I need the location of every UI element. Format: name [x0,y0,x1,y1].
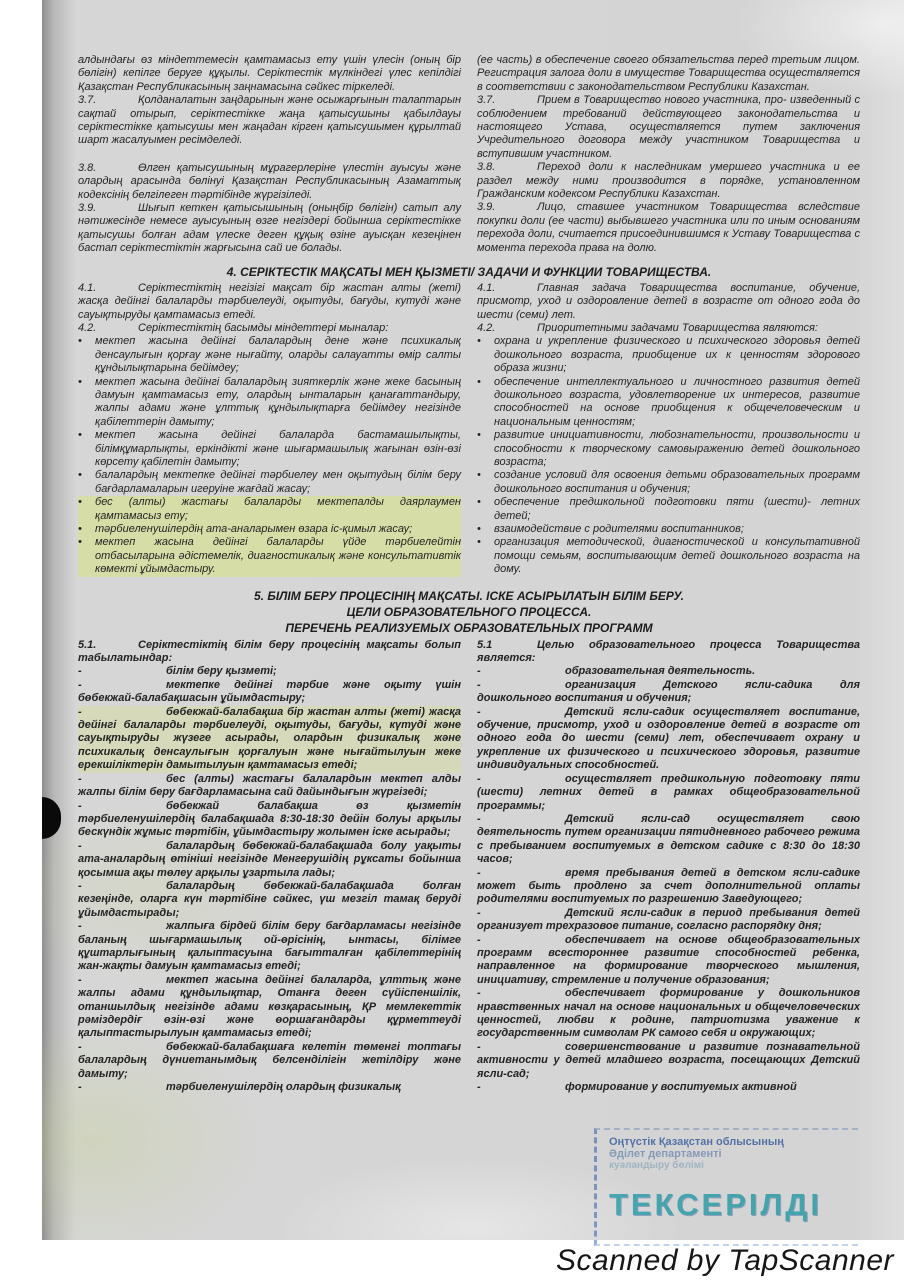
section-3 [78,54,860,256]
dash-item: - бес (алты) жастағы балалардын мектеп алды жалпы білім беру бағдарламасына сай дайындығын жүргізеді; [78,773,461,800]
stamp-line: Оңтүстік Қазақстан облысының [609,1136,784,1148]
para-3-7-ru [477,94,860,161]
dash-item: - мектепке дейінгі тәрбие және оқыту үшін бөбекжай-балабақшасын ұйымдастыру; [78,679,461,706]
para-text: Қолданалатын заңдарынын және осыжарғынын талаптарын сақтай отырып, серіктестікке жаңа қатысушыны қабылдауы серіктестікке қатысушы мен жаңадан кірген қатысушымен құрылтай шарт жасалуымен ресімделеді. [78,94,461,147]
stamp-checked-word: ТЕКСЕРІЛДІ [609,1187,822,1222]
para-5-1-ru [477,639,860,666]
para-4-1-kk [78,282,461,322]
para-3-8-ru [477,161,860,201]
para-text: Прием в Товарищество нового участника, про- изведенный с соблюдением требований действующего законодательства и настоящего Устава, осуществляется путем заключения Учредительного договора между участником Товарищества и вступившим участником. [477,94,860,160]
para-text: Переход доли к наследникам умершего участника и ее раздел между ними производится в порядке, установленном Гражданским кодексом Республики Казахстан. [477,161,860,201]
dash-item: - формирование у воспитуемых активной [477,1081,860,1094]
dash-item: - білім беру қызметі; [78,665,461,678]
bullet-item: • обеспечение интеллектуального и личностного развития детей дошкольного возраста, удовлетворение их интересов, развитие способностей на основе приобщения к общечеловеческим и национальным ценностям; [477,376,860,430]
para-3-7-kk [78,94,461,148]
dash-item: - бөбекжай-балабақшаға келетін төменгі топтағы балалардың дүниетанымдық белсенділігін жетілдіру және дамыту; [78,1041,461,1081]
dash-item-highlighted: - бөбекжай-балабақша бір жастан алты (жеті) жасқа дейінгі балаларды тәрбиелеуді, оқытуды, бағуды, күтуді және сауықтыруды жүзеге асырады, олардын физикалық және психикалық денсаулығын қорғалуын және нығайтылуын жеке ерекшіліктерін дамытылуын қамтамасыз етеді; [78,706,461,773]
section-4-title: 4. СЕРІКТЕСТІК МАҚСАТЫ МЕН ҚЫЗМЕТІ/ ЗАДАЧИ И ФУНКЦИИ ТОВАРИЩЕСТВА. [226,264,712,279]
section-5-title-line3: ПЕРЕЧЕНЬ РЕАЛИЗУЕМЫХ ОБРАЗОВАТЕЛЬНЫХ ПРОГРАММ [285,620,653,635]
para-5-1-kk [78,639,461,666]
dash-item: - балалардың бөбекжай-балабақшада болу уақыты ата-аналардың өтініші негізінде Менгерушідің рұксаты бойынша қосымша ақы төлеу арқылы ұзартыла лады; [78,840,461,880]
bullet-item-highlighted: • тәрбиеленушілердің ата-аналарымен өзара іс-қимыл жасау; [78,523,461,536]
para-text: Главная задача Товарищества воспитание, обучение, присмотр, уход и оздоровление детей в возрасте от одного года до шести (семи) лет. [477,281,860,321]
document-content [78,54,860,1094]
para-text: Лицо, ставшее участником Товарищества вследствие покупки доли (ее части) выбывшего участника или по иным основаниям перехода доли, считается присоединившимся к Уставу Товарищества с момента перехода права на долю. [477,201,860,254]
para-3-6-tail-ru: (ее часть) в обеспечение своего обязательства перед третьим лицом. Регистрация залога доли в имуществе Товарищества осуществляется в соответствии с законодательством Республики Казахстан. [477,54,860,93]
dash-item: - мектеп жасына дейінгі балаларда, ұлттық және жалпы адами құндылықтар, Отанға деген сүйіспеншілік, отаншылдық негізінде адами көзқарасының, ҚР мемлекеттік рәміздердіғ өзін-өзі және өоршағандарды құрметтеуді қалыптастырылуын қамтамасыз етеді; [78,974,461,1041]
section-5-title [78,588,860,636]
section-3-kazakh-column [78,54,461,256]
para-number: 5.1. [78,638,97,651]
para-3-9-kk [78,202,461,256]
section-5-title-line2: ЦЕЛИ ОБРАЗОВАТЕЛЬНОГО ПРОЦЕССА. [346,604,592,619]
stamp-line: Әділет департаменті [609,1148,722,1160]
para-text: Шығып кеткен қатысышының (оныңбір бөлігін) сатып алу нәтижесінде немесе ауысуының өзге негіздері бойынша серіктестікке қатысушы болған адам үлеске деген құқық өзіне ауысқан кезеңінен бастап серіктестіктін жарғысына сай ие болады. [78,202,461,255]
dash-item: - балалардың бөбекжай-балабақшада болған кезеңінде, оларға күн тәртібіне сәйкес, үш мезгіл тамақ беруді ұйымдастырады; [78,880,461,920]
dash-item: - Детский ясли-садик в период пребывания детей организует трехразовое питание, согласно распорядку дня; [477,907,860,934]
section-5-kazakh-column [78,639,461,1095]
para-3-8-kk [78,162,461,202]
bullet-item-highlighted: • мектеп жасына дейінгі балаларды үйде тәрбиелейтін отбасыларына әдістемелік, диагностикалық және консультативтік көмекті ұйымдастыру. [78,536,461,576]
dash-item: - обеспечивает на основе общеобразовательных программ всестороннее развитие способностей ребенка, направленное на формирование творческого мышления, инициативу, стремление и получение образования; [477,934,860,988]
section-3-russian-column [477,54,860,256]
para-3-9-ru [477,201,860,255]
bullet-item: • обеспечение предшкольной подготовки пяти (шести)- летних детей; [477,496,860,523]
para-number: 4.1. [78,281,97,294]
para-text: Целью образовательного процесса Товарищества является: [477,638,860,665]
para-number: 4.2. [477,321,496,334]
section-4 [78,282,860,577]
bullet-item: • балалардың мектепке дейінгі тәрбиелеу мен оқытудың білім беру бағдарламаларын игеруіне жағдай жасау; [78,469,461,496]
para-text: Серіктестіктің білім беру процесінің мақсаты болып табылатындар: [78,638,461,665]
section-4-kazakh-column [78,282,461,577]
section-5-title-line1: 5. БІЛІМ БЕРУ ПРОЦЕСІНІҢ МАҚСАТЫ. ІСКЕ АСЫРЫЛАТЫН БІЛІМ БЕРУ. [254,588,684,603]
bullet-item: • мектеп жасына дейінгі балаларда бастамашылықты, білімқұмарлықты, еркіндікті және шығармашылық жағынан өзін-өзі көрсету қабілетін дамыту; [78,429,461,469]
para-number: 4.1. [477,281,496,294]
para-3-6-tail-kk: алдындағы өз міндеттемесін қамтамасыз ету үшін үлесін (оның бір бөлігін) кепілге беруге құқылы. Серіктестік мүлкіндегі үлес кепілдігі Қазақстан Республикасының заңнамасына сәйкес тіркеледі. [78,54,461,93]
bullet-item: • взаимодействие с родителями воспитанников; [477,523,860,536]
para-4-2-kk [78,322,461,335]
bullet-item: • развитие инициативности, любознательности, произвольности и способности к творческому самовыражению детей дошкольного возраста; [477,429,860,469]
para-text: Серіктестіктің басымды міндеттері мыналар: [138,321,389,334]
dash-item: - тәрбиеленушілердің олардың физикалық [78,1081,461,1094]
stamp-line: куәландыру бөлімі [609,1160,704,1171]
tapscanner-watermark: Scanned by TapScanner [556,1244,894,1277]
para-text: Серіктестіктің негізігі мақсат бір жастан алты (жеті) жасқа дейінгі балаларды тәрбиелеуді, оқытуды, бағуды, кутуді және сауықтыруды қамтамасыз етеді. [78,281,461,321]
para-text: Өлген қатысушының мұрагерлеріне үлестін ауысуы және олардың арасында бөлінуі Қазақстан Республикасының Азаматтық кодексінің белгілеген тәртібінде жүргізіледі. [78,161,461,201]
dash-item: - обеспечивает формирование у дошкольников нравственных начал на основе национальных и общечеловеческих ценностей, любви к родине, патриотизма уважение к государственным символам РК самого себя и окружающих; [477,987,860,1041]
section-5-russian-column [477,639,860,1095]
bullet-item: • охрана и укрепление физического и психического здоровья детей дошкольного возраста, приобщение их к ценностям здорового образа жизни; [477,335,860,375]
dash-item: - бөбекжай балабақша өз қызметін тәрбиеленушілердің балабақшада 8:30-18:30 дейін болуы арқылы бескүндік жұмыс тәртібін, ұйымдастыру жолымен іске асырады; [78,800,461,840]
dash-item: - время пребывания детей в детском ясли-садике может быть продлено за счет дополнительной оплаты родителями воспитуемых по разрешению Заведующего; [477,867,860,907]
para-number: 3.9. [78,202,97,215]
section-5 [78,639,860,1095]
para-number: 5.1 [477,638,493,651]
bullet-item-highlighted: • бес (алты) жастағы балаларды мектепалды даярлаумен қамтамасыз ету; [78,496,461,523]
para-4-1-ru [477,282,860,322]
section-4-russian-column [477,282,860,577]
bullet-item: • организация методической, диагностической и консультативной помощи семьям, воспитывающим детей дошкольного возраста на дому. [477,536,860,576]
para-text: Приоритетными задачами Товарищества являются: [537,321,818,334]
para-number: 4.2. [78,321,97,334]
bullet-item: • мектеп жасына дейінгі балалардың дене және психикалық денсаулығын қорғау және нығайту, оларды салауатты өмір салты құндылықтарына бейімдеу; [78,335,461,375]
dash-item: - осуществляет предшкольную подготовку пяти (шести) летних детей в рамках общеобразовательной программы; [477,773,860,813]
dash-item: - совершенствование и развитие познавательной активности у детей младшего возраста, посещающих Детский ясли-сад; [477,1041,860,1081]
dash-item: - Детский ясли-сад осуществляет свою деятельность путем организации пятидневного рабочего режима с пребыванием воспитуемых в детском садике с 8:30 до 18:30 часов; [477,813,860,867]
bullet-item: • мектеп жасына дейінгі балалардың зияткерлік және жеке басының дамуын қамтамасыз ету, олардың ынталарын қанағаттандыру, жалпы адами және ұлттық құндылықтарға бейімдеу негізінде қабілеттерін дамыту; [78,376,461,430]
verification-stamp [594,1128,858,1246]
para-number: 3.7. [477,94,496,107]
dash-item: - жалпыға бірдей білім беру бағдарламасы негізінде баланың шығармашылық ой-өрісінің, ынтасы, білімге құштарлығының қалыптасуына бағытталған қабілеттерінің жан-жақты дамуын қамтамасыз етеді; [78,920,461,974]
para-number: 3.7. [78,94,97,107]
hole-punch-mark [42,797,61,839]
dash-item: - Детский ясли-садик осуществляет воспитание, обучение, присмотр, уход и оздоровление детей в возрасте от одного года до шести (семи) лет, обеспечивает охрану и укрепление их физического и психического здоровья, развитие индивидуальных способностей. [477,706,860,773]
bullet-item: • создание условий для освоения детьми образовательных программ дошкольного воспитания и обучения; [477,469,860,496]
para-4-2-ru [477,322,860,335]
dash-item: - организация Детского ясли-садика для дошкольного воспитания и обучения; [477,679,860,706]
para-number: 3.8. [477,161,496,174]
para-number: 3.8. [78,161,97,174]
scanned-page [42,0,904,1240]
para-number: 3.9. [477,201,496,214]
dash-item: - образовательная деятельность. [477,665,860,678]
